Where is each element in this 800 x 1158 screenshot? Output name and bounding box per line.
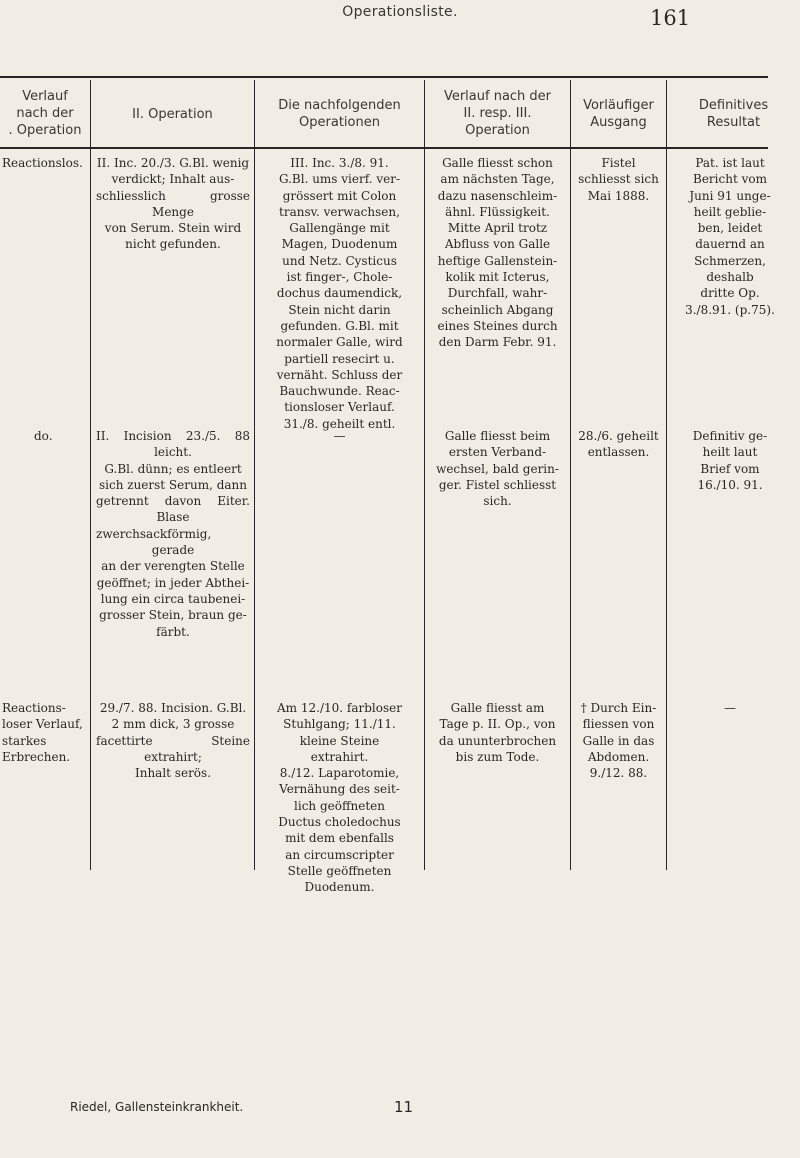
table-row-3-ausgang: † Durch Ein- fliessen von Galle in das Abdomen. 9./12. 88. [580,701,657,781]
table-row-3-resultat: — [724,701,736,715]
table-row-3-operation: 29./7. 88. Incision. G.Bl. 2 mm dick, 3 grosse facettirte Steine extrahirt; Inhalt serös. [96,701,250,781]
table-row-3-verlauf-nach: Galle fliesst am Tage p. II. Op., von da ununterbrochen bis zum Tode. [438,701,557,764]
table-row-1-nachfolgende: III. Inc. 3./8. 91. G.Bl. ums vierf. ver- grössert mit Colon transv. verwachsen, Gallengänge mit Magen, Duodenum und Netz. Cysticus ist finger-, Chole- dochus daumendick, Stein nicht darin gefunden. G.Bl. mit normaler Galle, wird partiell resecirt u. vernäht. Schluss der Bauchwunde. Reac- tionsloser Verlauf. 31./8. geheilt entl. [276,156,403,431]
table-row-2-ausgang: 28./6. geheilt entlassen. [578,429,659,460]
column-divider [666,80,667,870]
table-row-1-operation: II. Inc. 20./3. G.Bl. wenig verdickt; Inhalt aus- schliesslich grosse Menge von Serum. Stein wird nicht gefunden. [96,156,250,252]
column-header-nachfolgende: Die nachfolgenden Operationen [278,98,401,130]
column-divider [254,80,255,870]
table-row-1-verlauf: Reactionslos. [2,156,83,170]
footer-signature: 11 [394,1098,414,1116]
table-row-2-operation: II. Incision 23./5. 88 leicht. G.Bl. dünn; es entleert sich zuerst Serum, dann getrennt davon Eiter. Blase zwerchsackförmig, gerade an der verengten Stelle geöffnet; in jeder Abthei- lung ein circa taubenei- grosser Stein, braun ge- färbt. [96,429,250,639]
table-row-2-nachfolgende: — [333,429,346,443]
column-header-operation: II. Operation [132,107,213,122]
table-row-2-verlauf: do. [34,429,53,443]
table-row-2-resultat: Definitiv ge- heilt laut Brief vom 16./10. 91. [692,429,768,492]
table-row-3-nachfolgende: Am 12./10. farbloser Stuhlgang; 11./11. kleine Steine extrahirt. 8./12. Laparotomie, Vernähung des seit- lich geöffneten Ductus choledochus mit dem ebenfalls an circumscripter Stelle geöffneten Duodenum. [277,701,402,895]
table-row-1-verlauf-nach: Galle fliesst schon am nächsten Tage, dazu nasenschleim- ähnl. Flüssigkeit. Mitte April trotz Abfluss von Galle heftige Gallenstein- kolik mit Icterus, Durchfall, wahr- scheinlich Abgang eines Steines durch den Darm Febr. 91. [437,156,558,350]
column-divider [424,80,425,870]
top-rule [0,76,768,78]
column-divider [90,80,91,870]
page-number: 161 [650,6,691,30]
footer-source: Riedel, Gallensteinkrankheit. [70,1100,244,1114]
column-header-ausgang: Vorläufiger Ausgang [583,98,654,130]
running-head: Operationsliste. [342,4,458,20]
table-row-1-resultat: Pat. ist laut Bericht vom Juni 91 unge- heilt geblie- ben, leidet dauernd an Schmerzen, deshalb dritte Op. 3./8.91. (p.75). [685,156,775,317]
table-row-1-ausgang: Fistel schliesst sich Mai 1888. [578,156,659,203]
table-row-2-verlauf-nach: Galle fliesst beim ersten Verband- wechsel, bald gerin- ger. Fistel schliesst sich. [436,429,559,509]
column-header-verlauf-nach: Verlauf nach der II. resp. III. Operation [443,89,552,138]
header-rule [0,147,768,149]
column-header-resultat: Definitives Resultat [698,98,769,130]
table-row-3-verlauf: Reactions- loser Verlauf, starkes Erbrechen. [2,701,83,764]
column-header-verlauf: Verlauf nach der . Operation [8,89,82,138]
